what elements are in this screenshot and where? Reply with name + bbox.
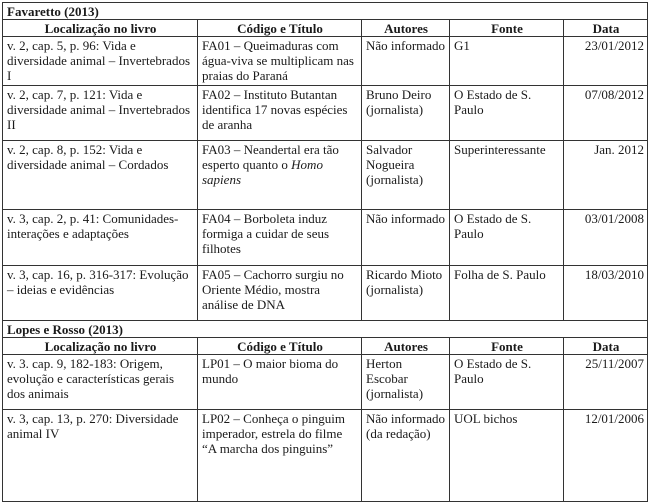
header-authors: Autores: [362, 20, 450, 37]
cell-date: 03/01/2008: [564, 210, 648, 266]
cell-source: O Estado de S. Paulo: [450, 210, 564, 266]
cell-date: 12/01/2006: [564, 410, 648, 502]
cell-authors: Herton Escobar (jornalista): [362, 355, 450, 410]
cell-source: O Estado de S. Paulo: [450, 355, 564, 410]
cell-code-title: FA01 – Queimaduras com água-viva se multiplicam nas praias do Paraná: [198, 37, 362, 86]
cell-code-title: FA02 – Instituto Butantan identifica 17 novas espécies de aranha: [198, 86, 362, 141]
table-row: [3, 210, 648, 266]
section-title: Lopes e Rosso (2013): [3, 321, 648, 338]
cell-authors: Não informado: [362, 37, 450, 86]
code-title-text: FA03 – Neandertal era tão esperto quanto o: [202, 142, 339, 172]
cell-authors: Ricardo Mioto (jornalista): [362, 266, 450, 321]
cell-date: 18/03/2010: [564, 266, 648, 321]
cell-source: Superinteressante: [450, 141, 564, 210]
header-source: Fonte: [450, 20, 564, 37]
cell-date: 07/08/2012: [564, 86, 648, 141]
articles-table: [2, 2, 648, 502]
table-row: [3, 86, 648, 141]
cell-authors: Salvador Nogueira (jornalista): [362, 141, 450, 210]
cell-code-title: FA04 – Borboleta induz formiga a cuidar de seus filhotes: [198, 210, 362, 266]
header-code-title: Código e Título: [198, 20, 362, 37]
cell-source: G1: [450, 37, 564, 86]
cell-code-title: FA05 – Cachorro surgiu no Oriente Médio, mostra análise de DNA: [198, 266, 362, 321]
cell-source: Folha de S. Paulo: [450, 266, 564, 321]
header-row: [3, 20, 648, 37]
section-title-row: [3, 3, 648, 20]
header-code-title: Código e Título: [198, 338, 362, 355]
section-title-row: [3, 321, 648, 338]
cell-location: v. 2, cap. 8, p. 152: Vida e diversidade animal – Cordados: [3, 141, 198, 210]
table-row: [3, 266, 648, 321]
header-location: Localização no livro: [3, 20, 198, 37]
table-row: [3, 141, 648, 210]
cell-location: v. 3, cap. 16, p. 316-317: Evolução – ideias e evidências: [3, 266, 198, 321]
cell-location: v. 3, cap. 2, p. 41: Comunidades- interações e adaptações: [3, 210, 198, 266]
cell-source: UOL bichos: [450, 410, 564, 502]
section-title: Favaretto (2013): [3, 3, 648, 20]
cell-code-title: [198, 141, 362, 210]
cell-authors: Não informado (da redação): [362, 410, 450, 502]
code-title-italic: Homo sapiens: [202, 157, 323, 187]
cell-authors: Não informado: [362, 210, 450, 266]
cell-location: v. 3. cap. 9, 182-183: Origem, evolução e características gerais dos animais: [3, 355, 198, 410]
header-date: Data: [564, 20, 648, 37]
cell-source: O Estado de S. Paulo: [450, 86, 564, 141]
cell-code-title: LP01 – O maior bioma do mundo: [198, 355, 362, 410]
cell-location: v. 2, cap. 5, p. 96: Vida e diversidade animal – Invertebrados I: [3, 37, 198, 86]
table-row: [3, 37, 648, 86]
table-row: [3, 355, 648, 410]
cell-code-title: LP02 – Conheça o pinguim imperador, estrela do filme “A marcha dos pinguins”: [198, 410, 362, 502]
cell-authors: Bruno Deiro (jornalista): [362, 86, 450, 141]
cell-date: 25/11/2007: [564, 355, 648, 410]
header-authors: Autores: [362, 338, 450, 355]
header-location: Localização no livro: [3, 338, 198, 355]
header-source: Fonte: [450, 338, 564, 355]
cell-location: v. 3, cap. 13, p. 270: Diversidade animal IV: [3, 410, 198, 502]
header-row: [3, 338, 648, 355]
cell-date: Jan. 2012: [564, 141, 648, 210]
header-date: Data: [564, 338, 648, 355]
cell-location: v. 2, cap. 7, p. 121: Vida e diversidade animal – Invertebrados II: [3, 86, 198, 141]
table-row: [3, 410, 648, 502]
cell-date: 23/01/2012: [564, 37, 648, 86]
